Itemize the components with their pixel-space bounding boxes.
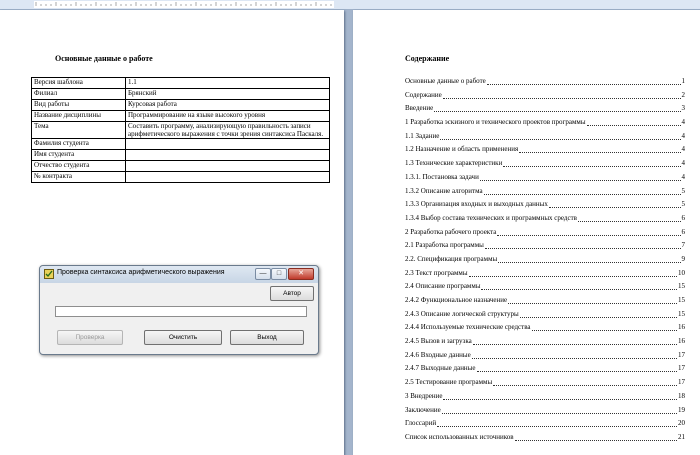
info-key-cell: Версия шаблона <box>32 78 126 89</box>
info-key-cell: Имя студента <box>32 150 126 161</box>
toc-leader-dots <box>587 118 681 126</box>
info-value-cell: Курсовая работа <box>126 100 330 111</box>
info-value-cell <box>126 161 330 172</box>
toc-entry[interactable] <box>405 282 685 296</box>
toc-entry-page: 18 <box>678 391 685 400</box>
toc-entry-page: 16 <box>678 323 685 332</box>
table-row <box>32 122 330 139</box>
toc-entry-page: 4 <box>681 145 685 154</box>
toc-entry-page: 19 <box>678 405 685 414</box>
toc-leader-dots <box>443 392 677 400</box>
toc-entry[interactable] <box>405 419 685 433</box>
toc-leader-dots <box>515 433 677 441</box>
exit-button[interactable]: Выход <box>230 330 304 345</box>
toc-leader-dots <box>497 228 680 236</box>
toc-leader-dots <box>442 406 677 414</box>
toc-entry-page: 4 <box>681 159 685 168</box>
toc-entry-page: 2 <box>681 90 685 99</box>
toc-entry-text: 2.1 Разработка программы <box>405 241 484 250</box>
table-row <box>32 161 330 172</box>
info-value-cell: Составить программу, анализирующую правильность записи арифметического выражения с точки зрения синтаксиса Паскаля. <box>126 122 330 139</box>
toc-leader-dots <box>508 296 677 304</box>
toc-entry-text: 1 Разработка эскизного и технического проектов программы <box>405 118 586 127</box>
toc-entry[interactable] <box>405 337 685 351</box>
toc-entry-page: 17 <box>678 350 685 359</box>
toc-entry[interactable] <box>405 187 685 201</box>
maximize-button[interactable]: □ <box>271 268 287 280</box>
toc-entry-text: 2.3 Текст программы <box>405 268 468 277</box>
minimize-button[interactable]: — <box>255 268 271 280</box>
toc-entry-text: Содержание <box>405 90 442 99</box>
toc-entry[interactable] <box>405 310 685 324</box>
document-page-2[interactable] <box>353 10 700 455</box>
toc-entry[interactable] <box>405 406 685 420</box>
toc-entry[interactable] <box>405 214 685 228</box>
toc-entry-page: 1 <box>681 77 685 85</box>
toc-entry-text: 1.3.1. Постановка задачи <box>405 172 479 181</box>
toc-leader-dots <box>485 241 681 249</box>
toc-entry-text: 2.4 Описание программы <box>405 282 481 291</box>
toc-entry-page: 7 <box>681 241 685 250</box>
author-button[interactable]: Автор <box>270 286 314 301</box>
table-row <box>32 139 330 150</box>
info-key-cell: Филиал <box>32 89 126 100</box>
toc-entry-page: 20 <box>678 419 685 428</box>
toc-leader-dots <box>437 419 677 427</box>
toc-entry-text: 1.2 Назначение и область применения <box>405 145 519 154</box>
toc-leader-dots <box>503 159 680 167</box>
toc-entry-text: Глоссарий <box>405 419 437 428</box>
toc-entry-text: Заключение <box>405 405 441 414</box>
toc-entry-page: 3 <box>681 104 685 113</box>
table-row <box>32 172 330 183</box>
toc-leader-dots <box>469 269 677 277</box>
toc-entry[interactable] <box>405 323 685 337</box>
toc-entry-page: 4 <box>681 118 685 127</box>
expression-input[interactable] <box>55 306 307 317</box>
info-value-cell: Программирование на языке высокого уровня <box>126 111 330 122</box>
toc-entry[interactable] <box>405 296 685 310</box>
info-value-cell: 1.1 <box>126 78 330 89</box>
document-page-1[interactable] <box>0 10 344 455</box>
info-key-cell: № контракта <box>32 172 126 183</box>
toc-entry[interactable] <box>405 132 685 146</box>
toc-entry-text: 1.3.3 Организация входных и выходных данных <box>405 200 548 209</box>
info-key-cell: Название дисциплины <box>32 111 126 122</box>
toc-leader-dots <box>480 173 681 181</box>
toc-entry[interactable] <box>405 392 685 406</box>
info-key-cell: Тема <box>32 122 126 139</box>
toc-entry-text: 2.5 Тестирование программы <box>405 378 493 387</box>
clear-button[interactable]: Очистить <box>144 330 222 345</box>
toc-entry-text: 2.4.7 Выходные данные <box>405 364 476 373</box>
close-button[interactable]: ✕ <box>288 268 314 280</box>
toc-entry-page: 15 <box>678 309 685 318</box>
info-value-cell <box>126 150 330 161</box>
toc-entry-page: 6 <box>681 213 685 222</box>
toc-leader-dots <box>532 323 677 331</box>
toc-entry[interactable] <box>405 378 685 392</box>
toc-leader-dots <box>484 187 681 195</box>
toc-entry[interactable] <box>405 118 685 132</box>
toc-entry-text: 1.1 Задание <box>405 131 440 140</box>
toc-entry[interactable] <box>405 241 685 255</box>
dialog-titlebar[interactable] <box>40 266 318 283</box>
check-button[interactable]: Проверка <box>57 330 123 345</box>
toc-entry-page: 6 <box>681 227 685 236</box>
toc-entry-page: 9 <box>681 254 685 263</box>
ruler-ticks <box>0 0 700 9</box>
toc-entry-text: 2.4.3 Описание логической структуры <box>405 309 519 318</box>
toc-entry-page: 5 <box>681 200 685 209</box>
toc-entry-page: 15 <box>678 282 685 291</box>
syntax-check-dialog <box>39 265 319 355</box>
toc-entry-page: 17 <box>678 378 685 387</box>
toc-entry-page: 16 <box>678 337 685 346</box>
info-value-cell <box>126 139 330 150</box>
toc-leader-dots <box>477 364 678 372</box>
table-row <box>32 100 330 111</box>
toc-entry[interactable] <box>405 364 685 378</box>
toc-entry-text: 2 Разработка рабочего проекта <box>405 227 497 236</box>
toc-entry-page: 21 <box>678 432 685 441</box>
toc-entry[interactable] <box>405 351 685 365</box>
toc-entry[interactable] <box>405 159 685 173</box>
info-value-cell <box>126 172 330 183</box>
toc-entry[interactable] <box>405 433 685 447</box>
horizontal-ruler[interactable] <box>0 0 700 10</box>
toc-leader-dots <box>434 104 680 112</box>
toc-entry-text: 2.2. Спецификация программы <box>405 254 498 263</box>
table-row <box>32 89 330 100</box>
dialog-title: Проверка синтаксиса арифметического выражения <box>57 269 225 276</box>
toc-leader-dots <box>493 378 677 386</box>
toc-entry-text: 1.3.4 Выбор состава технических и программных средств <box>405 213 577 222</box>
toc-entry[interactable] <box>405 255 685 269</box>
table-row <box>32 111 330 122</box>
toc-entry-page: 15 <box>678 296 685 304</box>
toc-entry-text: 2.4.6 Входные данные <box>405 350 471 359</box>
toc-entry-text: Список использованных источников <box>405 432 514 441</box>
table-of-contents <box>405 77 685 447</box>
toc-entry[interactable] <box>405 145 685 159</box>
toc-entry-text: 2.4.5 Вызов и загрузка <box>405 337 472 346</box>
toc-entry-text: 2.4.2 Функциональное назначение <box>405 296 508 304</box>
toc-entry-page: 4 <box>681 131 685 140</box>
info-key-cell: Фамилия студента <box>32 139 126 150</box>
toc-entry-page: 5 <box>681 186 685 195</box>
toc-entry-page: 4 <box>681 172 685 181</box>
toc-entry[interactable] <box>405 200 685 214</box>
toc-entry-page: 17 <box>678 364 685 373</box>
toc-leader-dots <box>440 132 680 140</box>
info-key-cell: Вид работы <box>32 100 126 111</box>
toc-entry[interactable] <box>405 269 685 283</box>
toc-leader-dots <box>481 282 677 290</box>
toc-leader-dots <box>472 351 677 359</box>
toc-leader-dots <box>520 310 677 318</box>
toc-entry-page: 10 <box>678 268 685 277</box>
work-info-table <box>31 77 330 183</box>
toc-entry-text: 2.4.4 Используемые технические средства <box>405 323 531 332</box>
toc-entry[interactable] <box>405 228 685 242</box>
toc-entry[interactable] <box>405 173 685 187</box>
toc-entry[interactable] <box>405 91 685 105</box>
info-key-cell: Отчество студента <box>32 161 126 172</box>
toc-entry-text: Введение <box>405 104 434 113</box>
table-row <box>32 78 330 89</box>
toc-leader-dots <box>519 145 680 153</box>
toc-leader-dots <box>498 255 680 263</box>
app-icon <box>44 269 54 279</box>
toc-entry[interactable] <box>405 104 685 118</box>
toc-leader-dots <box>487 77 681 85</box>
toc-entry-text: 3 Внедрение <box>405 391 443 400</box>
toc-leader-dots <box>549 200 681 208</box>
info-value-cell: Брянский <box>126 89 330 100</box>
toc-leader-dots <box>443 91 681 99</box>
toc-title: Содержание <box>405 54 450 63</box>
toc-entry[interactable] <box>405 77 685 91</box>
toc-leader-dots <box>578 214 681 222</box>
toc-leader-dots <box>473 337 677 345</box>
table-row <box>32 150 330 161</box>
toc-entry-text: 1.3 Технические характеристики <box>405 159 503 168</box>
page-title: Основные данные о работе <box>55 54 153 63</box>
toc-entry-text: 1.3.2 Описание алгоритма <box>405 186 483 195</box>
toc-entry-text: Основные данные о работе <box>405 77 486 85</box>
